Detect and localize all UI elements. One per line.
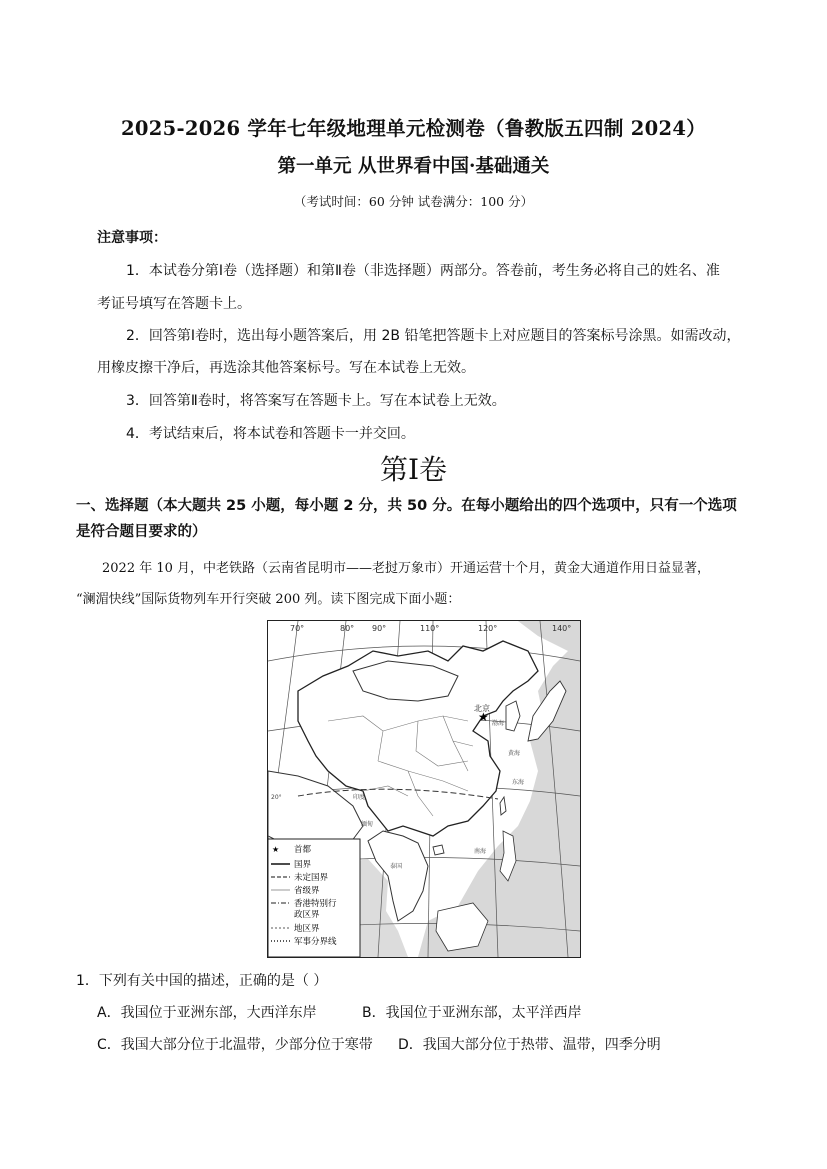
notice-item-1-line-1: 1．本试卷分第Ⅰ卷（选择题）和第Ⅱ卷（非选择题）两部分。答卷前，考生务必将自己的姓名、准 bbox=[126, 263, 720, 279]
question-1-option-d[interactable]: D．我国大部分位于热带、温带，四季分明 bbox=[398, 1037, 661, 1053]
notice-item-2-line-1: 2．回答第Ⅰ卷时，选出每小题答案后，用 2B 铅笔把答题卡上对应题目的答案标号涂黑。如需改动， bbox=[126, 328, 741, 344]
legend-label-sar-2: 政区界 bbox=[294, 910, 320, 920]
volume-title: 第Ⅰ卷 bbox=[379, 453, 448, 486]
map-svg bbox=[268, 621, 580, 957]
label-nanhai: 南海 bbox=[474, 848, 487, 855]
lon-label-110: 110° bbox=[420, 624, 440, 633]
question-1-option-a[interactable]: A．我国位于亚洲东部，大西洋东岸 bbox=[97, 1005, 317, 1021]
notice-item-3: 3．回答第Ⅱ卷时，将答案写在答题卡上。写在本试卷上无效。 bbox=[126, 393, 506, 409]
lon-label-120: 120° bbox=[478, 624, 498, 633]
lon-label-90: 90° bbox=[372, 624, 387, 633]
question-1-option-b[interactable]: B．我国位于亚洲东部，太平洋西岸 bbox=[362, 1005, 582, 1021]
beijing-star-icon: ★ bbox=[478, 710, 489, 724]
notice-item-2-line-2: 用橡皮擦干净后，再选涂其他答案标号。写在本试卷上无效。 bbox=[97, 360, 475, 376]
section-heading-line-1: 一、选择题（本大题共 25 小题，每小题 2 分，共 50 分。在每小题给出的四个选项中，只有一个选项 bbox=[76, 498, 737, 514]
question-1-stem: 1．下列有关中国的描述，正确的是（ ） bbox=[76, 973, 328, 989]
label-lat-20: 20° bbox=[271, 794, 282, 801]
exam-info: （考试时间：60 分钟 试卷满分：100 分） bbox=[293, 194, 534, 209]
legend-label-military: 军事分界线 bbox=[294, 937, 337, 947]
legend-label-province: 省级界 bbox=[294, 886, 320, 896]
label-beijing: 北京 bbox=[474, 704, 490, 713]
label-thailand: 泰国 bbox=[390, 863, 403, 870]
taiwan-island bbox=[500, 797, 506, 815]
notice-heading: 注意事项： bbox=[97, 230, 167, 246]
label-myanmar: 缅甸 bbox=[361, 821, 374, 828]
legend-star-icon: ★ bbox=[272, 845, 280, 854]
section-heading-line-2: 是符合题目要求的） bbox=[76, 524, 207, 540]
legend-label-region: 地区界 bbox=[294, 924, 320, 934]
lon-label-140: 140° bbox=[552, 624, 572, 633]
lon-label-80: 80° bbox=[340, 624, 355, 633]
passage-line-1: 2022 年 10 月，中老铁路（云南省昆明市——老挝万象市）开通运营十个月，黄金大通道作用日益显著， bbox=[102, 561, 711, 576]
label-bohai: 渤海 bbox=[492, 720, 505, 727]
china-map-figure bbox=[267, 620, 581, 958]
legend-label-capital: 首都 bbox=[294, 845, 312, 855]
korea-peninsula bbox=[506, 701, 520, 731]
passage-line-2: “澜湄快线”国际货物列车开行突破 200 列。读下图完成下面小题： bbox=[76, 592, 461, 607]
question-1-option-c[interactable]: C．我国大部分位于北温带，少部分位于寒带 bbox=[97, 1037, 373, 1053]
notice-item-4: 4．考试结束后，将本试卷和答题卡一并交回。 bbox=[126, 426, 415, 442]
legend-label-undetermined: 未定国界 bbox=[294, 873, 329, 883]
hainan-island bbox=[433, 845, 444, 855]
legend-label-sar-1: 香港特别行 bbox=[294, 899, 337, 909]
label-huanghai: 黄海 bbox=[508, 750, 521, 757]
paper-title: 2025-2026 学年七年级地理单元检测卷（鲁教版五四制 2024） bbox=[121, 117, 706, 140]
notice-item-1-line-2: 考证号填写在答题卡上。 bbox=[97, 296, 251, 312]
lon-label-70: 70° bbox=[290, 624, 305, 633]
paper-subtitle: 第一单元 从世界看中国·基础通关 bbox=[277, 156, 550, 177]
map-legend bbox=[268, 839, 360, 957]
legend-label-border: 国界 bbox=[294, 860, 312, 870]
label-india: 印度 bbox=[353, 794, 366, 801]
label-donghai: 东海 bbox=[512, 779, 525, 786]
